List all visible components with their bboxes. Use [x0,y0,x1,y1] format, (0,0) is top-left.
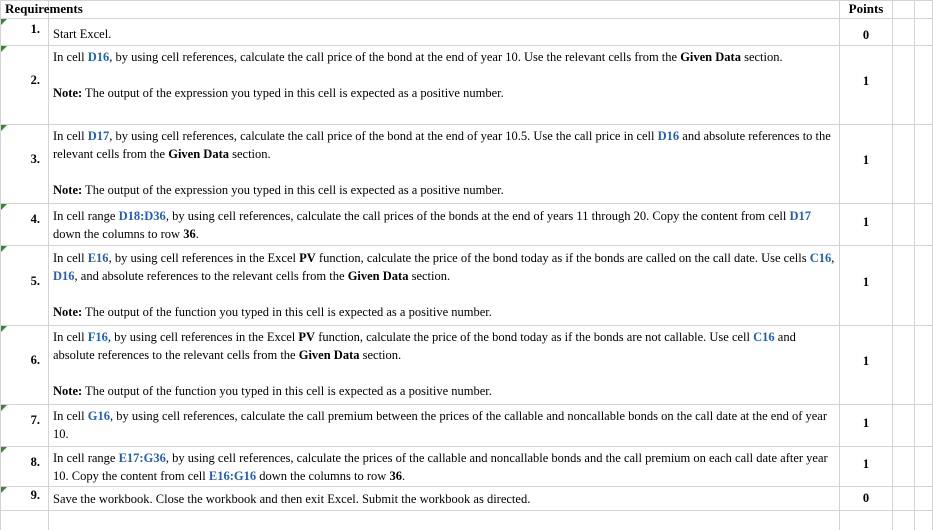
grid-hline [0,510,933,511]
requirement-text [53,25,840,43]
comment-indicator-icon [1,204,7,210]
requirement-text [53,48,840,102]
requirement-paragraph [53,25,840,43]
requirement-row [0,404,933,446]
paragraph-gap [53,66,840,84]
points-value: 1 [862,457,870,471]
text-segment: , by using cell references, calculate the prices of the callable and noncallable bonds and the call premium on each call date after year 10. Copy the content from cell [53,451,828,483]
requirement-paragraph [53,249,840,285]
requirement-row [0,18,933,45]
cell-reference: D17 [87,129,110,143]
comment-indicator-icon [1,246,7,252]
text-segment: In cell range [53,209,119,223]
text-segment: In cell [53,50,88,64]
requirement-number: 4. [30,212,40,226]
bold-text: PV [299,251,316,265]
bold-text: Note: [53,86,83,100]
points-value: 1 [862,416,870,430]
points-value: 0 [862,28,870,42]
comment-indicator-icon [1,447,7,453]
cell-reference: D16 [87,50,110,64]
cell-reference: D18:D36 [118,209,166,223]
text-segment: section. [740,50,783,64]
requirement-paragraph [53,407,840,443]
cell-reference: E17:G36 [118,451,166,465]
text-segment: , by using cell references, calculate the call premium between the prices of the callable and noncallable bonds on the call date at the end of year 10. [53,409,828,441]
points-value: 1 [862,215,870,229]
text-segment: down the columns to row [256,469,390,483]
requirement-row [0,203,933,245]
requirement-row [0,325,933,404]
comment-indicator-icon [1,487,7,493]
text-segment: function, calculate the price of the bond today as if the bonds are not callable. Use cell [315,330,754,344]
points-header: Points [848,1,884,16]
cell-reference: G16 [87,409,110,423]
requirement-number: 6. [30,353,40,367]
comment-indicator-icon [1,19,7,25]
cell-reference: F16 [87,330,108,344]
paragraph-gap [53,163,840,181]
requirement-paragraph [53,490,840,508]
bold-text: Note: [53,305,83,319]
cell-reference: E16 [87,251,109,265]
bold-text: Given Data [347,269,409,283]
requirement-paragraph [53,181,840,199]
requirement-text [53,249,840,321]
requirement-paragraph [53,303,840,321]
bold-text: Note: [53,384,83,398]
requirement-paragraph [53,127,840,163]
text-segment: The output of the function you typed in this cell is expected as a positive number. [82,384,492,398]
text-segment: In cell range [53,451,119,465]
cell-reference: E16:G16 [208,469,257,483]
requirement-paragraph [53,84,840,102]
requirements-header: Requirements [5,1,83,16]
requirement-paragraph [53,382,840,400]
text-segment: down the columns to row [53,227,184,241]
bold-text: Note: [53,183,83,197]
points-value: 1 [862,153,870,167]
text-segment: The output of the function you typed in this cell is expected as a positive number. [82,305,492,319]
requirement-text [53,490,840,508]
text-segment: function, calculate the price of the bond today as if the bonds are called on the call date. Use cells [315,251,810,265]
text-segment: , [831,251,835,265]
comment-indicator-icon [1,326,7,332]
text-segment: In cell [53,409,88,423]
text-segment: The output of the expression you typed in this cell is expected as a positive number. [82,183,504,197]
bold-text: Given Data [298,348,360,362]
requirement-number: 1. [30,22,40,36]
requirement-number: 3. [30,152,40,166]
requirement-number: 8. [30,455,40,469]
cell-reference: D17 [789,209,811,223]
paragraph-gap [53,364,840,382]
requirement-row [0,245,933,325]
text-segment: Save the workbook. Close the workbook and then exit Excel. Submit the workbook as directed. [53,492,531,506]
requirement-text [53,449,840,485]
comment-indicator-icon [1,125,7,131]
bold-text: Given Data [680,50,741,64]
text-segment: In cell [53,330,88,344]
requirement-row [0,124,933,203]
text-segment: In cell [53,129,88,143]
comment-indicator-icon [1,46,7,52]
text-segment: , by using cell references, calculate the call price of the bond at the end of year 10.5. Use the call price in cell [109,129,658,143]
grid-hline [0,0,933,1]
text-segment: , by using cell references, calculate the call prices of the bonds at the end of years 11 through 20. Copy the content from cell [165,209,790,223]
requirement-paragraph [53,48,840,66]
text-segment: . [401,469,406,483]
points-value: 1 [862,74,870,88]
comment-indicator-icon [1,405,7,411]
requirement-number: 7. [30,413,40,427]
requirement-row [0,486,933,510]
text-segment: , by using cell references in the Excel [108,251,300,265]
points-value: 1 [862,354,870,368]
requirement-row [0,45,933,124]
text-segment: Start Excel. [53,27,112,41]
bold-text: 36 [389,469,402,483]
requirement-paragraph [53,328,840,364]
requirement-text [53,407,840,443]
bold-text: PV [298,330,316,344]
cell-reference: D16 [53,269,75,283]
requirement-text [53,328,840,400]
requirement-number: 2. [30,73,40,87]
cell-reference: C16 [809,251,832,265]
text-segment: and absolute references to the relevant cells from the [53,330,796,362]
text-segment: In cell [53,251,88,265]
text-segment: , and absolute references to the relevant cells from the [74,269,348,283]
requirement-paragraph [53,207,840,243]
cell-reference: C16 [753,330,775,344]
text-segment: , by using cell references, calculate the call price of the bond at the end of year 10. Use the relevant cells from the [109,50,681,64]
text-segment: and absolute references to the relevant cells from the [53,129,831,161]
text-segment: . [195,227,199,241]
bold-text: 36 [183,227,196,241]
requirement-text [53,127,840,199]
paragraph-gap [53,285,840,303]
text-segment: section. [229,147,271,161]
points-value: 1 [862,275,870,289]
bold-text: Given Data [168,147,229,161]
requirement-text [53,207,840,243]
requirement-paragraph [53,449,840,485]
text-segment: section. [408,269,451,283]
requirement-row [0,446,933,486]
cell-reference: D16 [657,129,680,143]
requirement-number: 9. [30,488,40,502]
text-segment: section. [359,348,402,362]
points-value: 0 [862,491,870,505]
text-segment: The output of the expression you typed in this cell is expected as a positive number. [82,86,504,100]
text-segment: , by using cell references in the Excel [107,330,299,344]
requirement-number: 5. [30,274,40,288]
